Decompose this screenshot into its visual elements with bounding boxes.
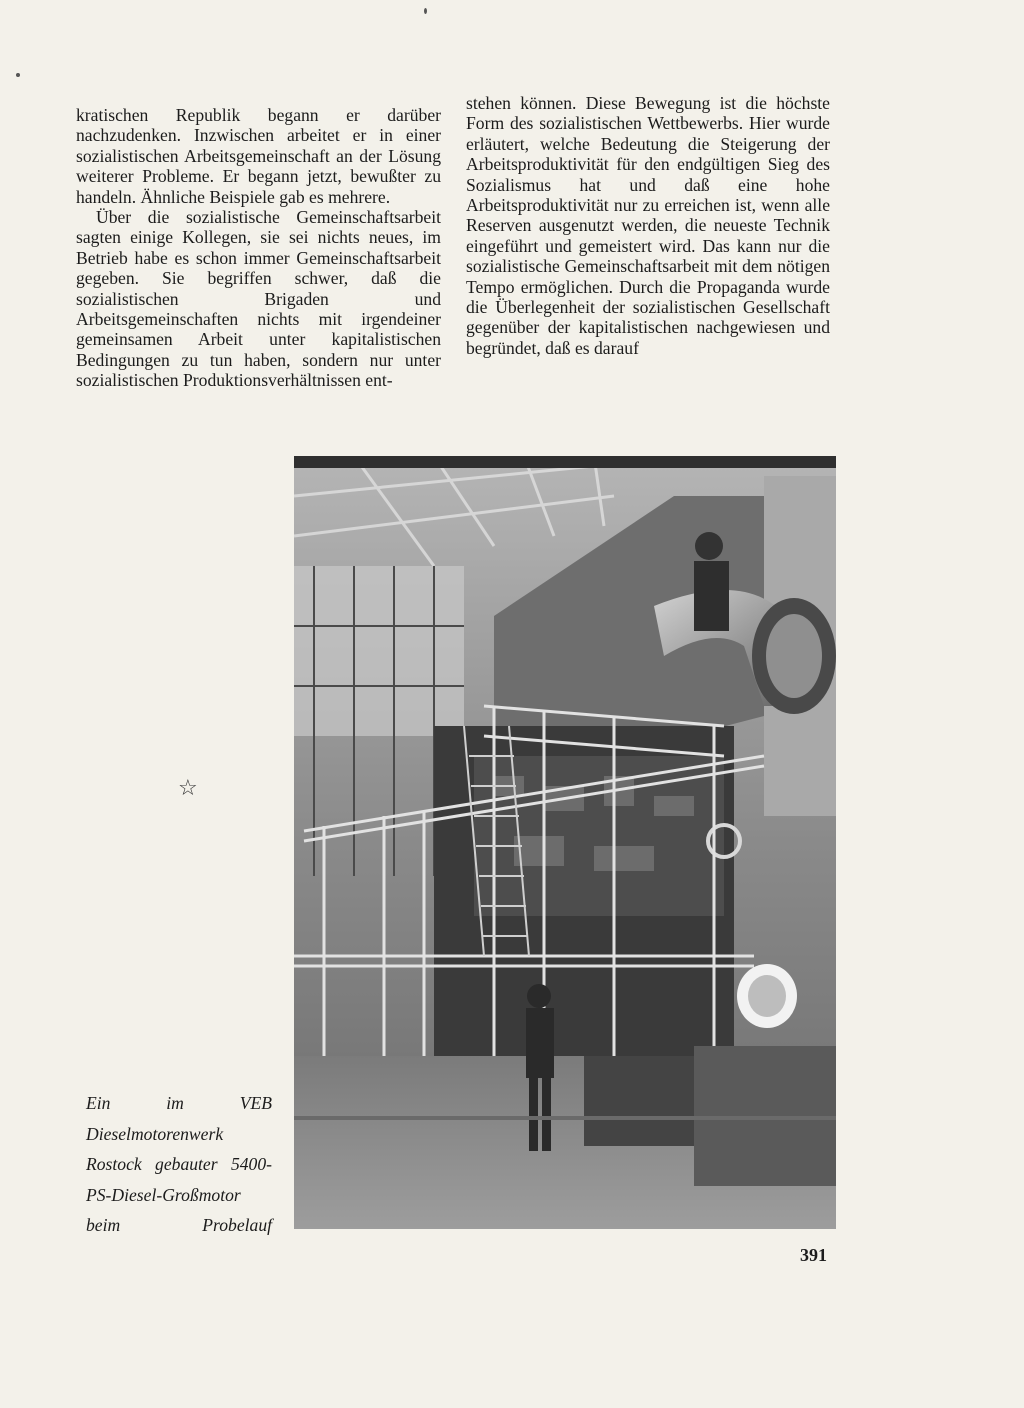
star-ornament-icon: ☆ (178, 776, 198, 801)
scan-speck (424, 8, 427, 14)
scan-speck (16, 73, 20, 77)
engine-test-photo (294, 456, 836, 1229)
paragraph: kratischen Republik begann er darüber nachzudenken. Inzwischen arbeitet er in einer sozialistischen Arbeitsgemeinschaft an der Lösung weiterer Probleme. Er begann jetzt, bewußter zu handeln. Ähnliche Beispiele gab es mehrere. (76, 105, 441, 207)
paragraph: Über die sozialistische Gemeinschaftsarbeit sagten einige Kollegen, sie sei nichts neues, im Betrieb habe es schon immer Gemeinschaftsarbeit gegeben. Sie begriffen schwer, daß die sozialistischen Brigaden und Arbeitsgemeinschaften nichts mit irgendeiner gemeinsamen Arbeit unter kapitalistischen Bedingungen zu tun haben, sondern nur unter sozialistischen Produktionsverhältnissen ent- (76, 207, 441, 391)
text-column-right (466, 93, 830, 358)
paragraph: stehen können. Diese Bewegung ist die höchste Form des sozialistischen Wettbewerbs. Hier wurde erläutert, welche Bedeutung die Steigerung der Arbeitsproduktivität für den endgültigen Sieg des Sozialismus hat und daß eine hohe Arbeitsproduktivität nur zu erreichen ist, wenn alle Reserven ausgenutzt werden, die neueste Technik eingeführt und gemeistert wird. Das kann nur die sozialistische Gemeinschaftsarbeit mit dem nötigen Tempo ermöglichen. Durch die Propaganda wurde die Überlegenheit der sozialistischen Gesellschaft gegenüber der kapitalistischen nachgewiesen und begründet, daß es darauf (466, 93, 830, 358)
text-column-left (76, 105, 441, 391)
photo-caption: Ein im VEB Dieselmotorenwerk Rostock gebauter 5400-PS-Diesel-Großmotor beim Probelauf (86, 1093, 272, 1236)
page-number: 391 (800, 1245, 827, 1265)
photo-diesel-engine (294, 456, 836, 1229)
